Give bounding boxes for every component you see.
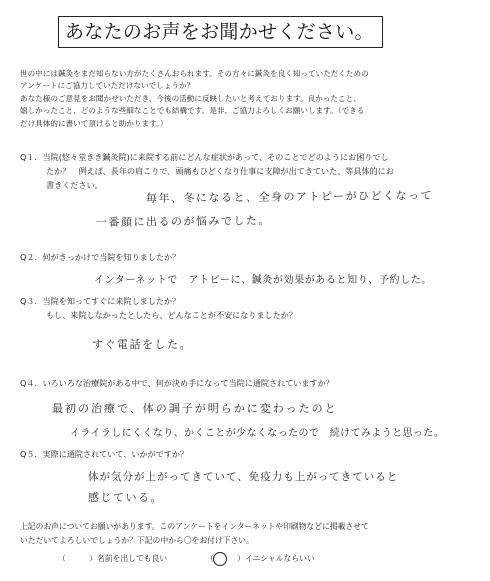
page-title: あなたのお声をお聞かせください。 (58, 16, 383, 48)
answer-text: 毎年、冬になると、全身のアトピーがひどくなって (145, 188, 434, 205)
question-text: Q３．当院を知ってすぐに来院しましたか？ (20, 296, 181, 306)
question-text: 書きください。 (46, 180, 103, 190)
preamble-line: 世の中には鍼灸をまだ知らない方がたくさんおられます。その方々に鍼灸を良く知っていただくための (20, 69, 369, 78)
answer-text: イライラしにくくなり、かくことが少なくなったので 続けてみようと思った。 (70, 428, 445, 439)
preamble-line: 嬉しかったこと、どのような些細なことでも結構です。是非、ご協力よろしくお願いします。（できる (20, 106, 365, 115)
question-text: もし、来院しなかったとしたら、どんなことが不安になりましたか？ (46, 310, 297, 320)
answer-text: 一番顔に出るのが悩みでした。 (95, 214, 272, 229)
question-text: Q１．当院(悠々堂きき鍼灸院)に来院する前にどんな症状があって、そのことでどのようにお困りでし (20, 152, 389, 162)
question-text: たか？ 例えば、長年の肩こりで、頭痛もひどくなり仕事に支障が出てきていた、等具体的にお (46, 166, 394, 176)
question-text: Q２．何がきっかけで当院を知りましたか？ (20, 252, 181, 262)
answer-text: すぐ電話をした。 (92, 338, 192, 351)
footer-text: いただいてよろしいでしょうか？下記の中から〇をお付け下さい。 (20, 536, 254, 545)
answer-text: 最初の治療で、体の調子が明らかに変わったのと (52, 402, 338, 415)
preamble-line: あなた様のご意見をお聞かせいただき、今後の活動に反映したいと考えております。良かったこと、 (20, 94, 361, 103)
question-text: Q５．実際に通院されていて、いかがですか？ (20, 449, 189, 459)
selected-circle-mark (213, 552, 227, 566)
question-text: Q４．いろいろな治療院がある中で、何が決め手になって当院に通院されていますか？ (20, 378, 334, 388)
preamble-line: アンケートにご協力していただけないでしょうか？ (20, 81, 195, 90)
option-name-ok[interactable]: （ ）名前を出しても良い (58, 554, 168, 563)
answer-text: インターネットで アトピーに、鍼灸が効果があると知り、予約した。 (94, 275, 432, 286)
answer-text: 体が気分が上がってきていて、免疫力も上がってきていると (88, 471, 399, 483)
answer-text: 感じている。 (88, 491, 163, 504)
footer-text: 上記のお声についてお願いがあります。このアンケートをインターネットや印刷物などに掲載させて (20, 522, 369, 531)
preamble-line: だけ具体的に書いて頂けると助かります。） (20, 119, 168, 128)
option-initials-ok[interactable]: （ ）イニシャルならいい (206, 554, 315, 563)
